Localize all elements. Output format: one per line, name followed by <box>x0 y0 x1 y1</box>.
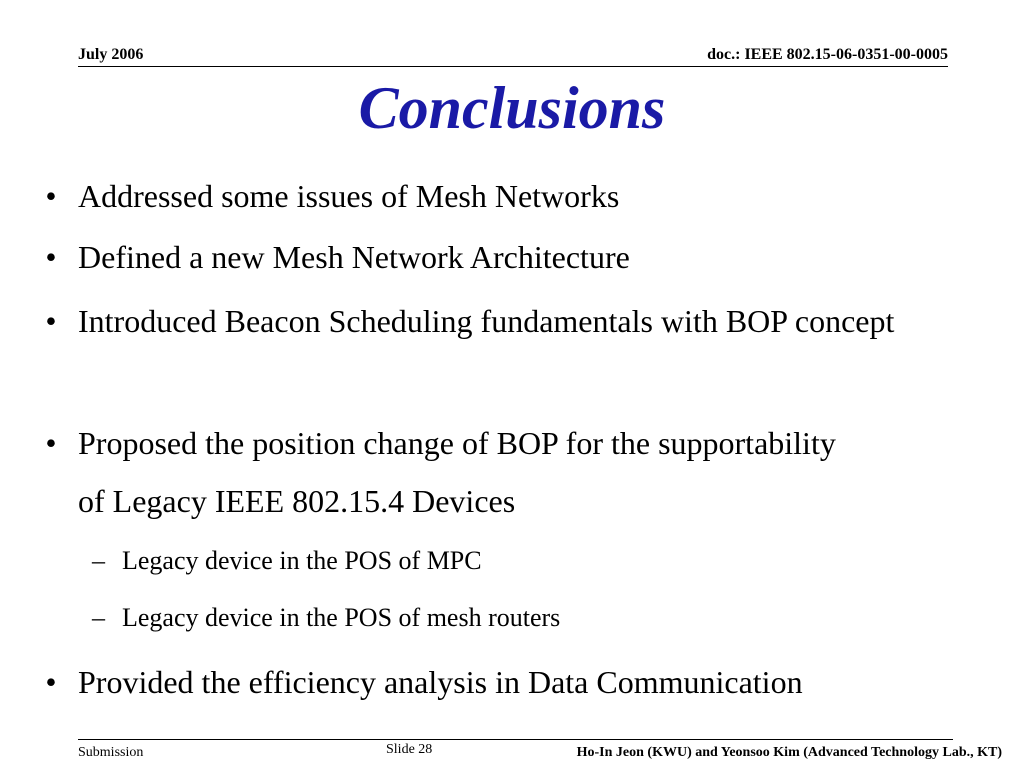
bullet-item <box>45 653 998 711</box>
sub-bullet-item <box>92 545 982 577</box>
bullet-marker: • <box>45 303 57 339</box>
bullet-item <box>45 292 978 350</box>
footer-authors: Ho-In Jeon (KWU) and Yeonsoo Kim (Advanced Technology Lab., KT) <box>576 745 1002 760</box>
bullet-item <box>45 414 868 530</box>
bullet-marker: • <box>45 425 57 461</box>
bullet-marker: • <box>45 178 57 214</box>
bullet-item <box>45 228 998 286</box>
bullet-text: Proposed the position change of BOP for the supportability of Legacy IEEE 802.15.4 Devices <box>78 425 836 519</box>
sub-bullet-marker: – <box>92 546 105 575</box>
bullet-text: Defined a new Mesh Network Architecture <box>78 239 630 275</box>
header-divider <box>78 66 948 67</box>
slide-number: Slide 28 <box>386 742 433 757</box>
header-document-id: doc.: IEEE 802.15-06-0351-00-0005 <box>707 46 948 63</box>
bullet-text: Addressed some issues of Mesh Networks <box>78 178 620 214</box>
slide-title: Conclusions <box>358 75 666 141</box>
footer-submission: Submission <box>78 745 144 760</box>
bullet-marker: • <box>45 239 57 275</box>
bullet-text: Introduced Beacon Scheduling fundamentals with BOP concept <box>78 303 895 339</box>
bullet-item <box>45 167 998 225</box>
sub-bullet-text: Legacy device in the POS of mesh routers <box>122 603 561 632</box>
sub-bullet-text: Legacy device in the POS of MPC <box>122 546 482 575</box>
sub-bullet-marker: – <box>92 603 105 632</box>
bullet-text: Provided the efficiency analysis in Data Communication <box>78 664 803 700</box>
sub-bullet-item <box>92 602 982 634</box>
header-date: July 2006 <box>78 46 144 63</box>
bullet-marker: • <box>45 664 57 700</box>
footer-divider <box>78 739 953 740</box>
